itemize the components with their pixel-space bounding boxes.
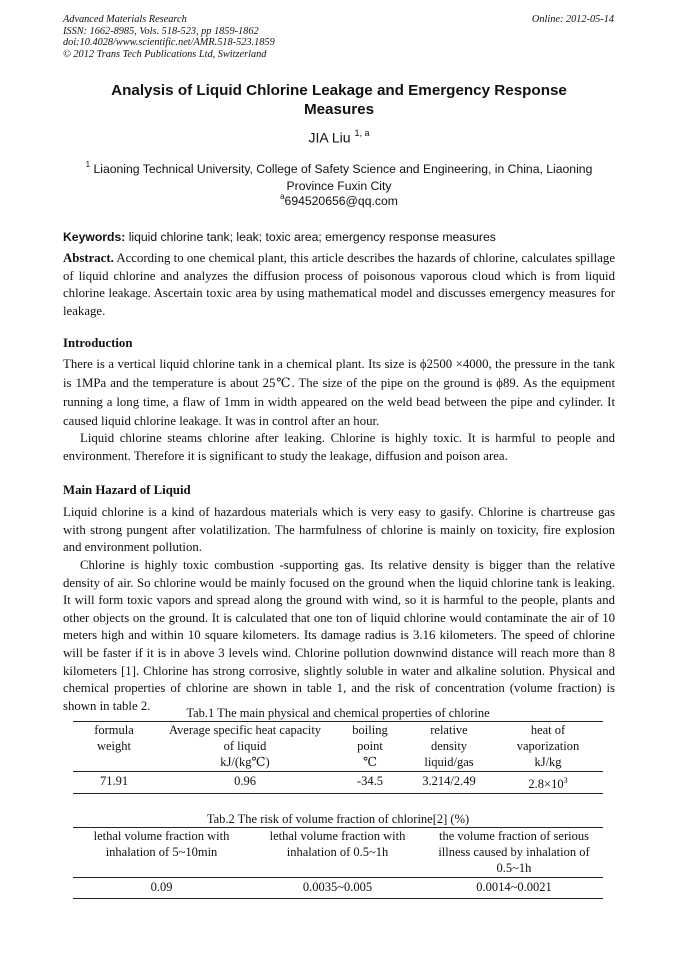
table1-cell: 71.91: [99, 774, 129, 788]
table2-cell: 0.0014~0.0021: [476, 880, 552, 894]
hazard-paragraph-1: [63, 504, 615, 557]
email-text[interactable]: 694520656@qq.com: [284, 194, 398, 208]
table1-header-cell: Average specific heat capacity of liquid kJ/(kg℃): [168, 723, 322, 770]
intro-paragraph-2: [63, 430, 615, 465]
hazard-paragraph-2: [63, 557, 615, 715]
intro-heading: Introduction: [63, 336, 133, 350]
table1-header-cell: formula weight: [94, 723, 134, 754]
table2-header-cell: lethal volume fraction with inhalation of 0.5~1h: [269, 829, 406, 860]
affiliation: [63, 156, 615, 195]
keywords: [63, 230, 615, 244]
table1-cell: 0.96: [234, 774, 256, 788]
table1-body: [73, 773, 603, 792]
table1-caption: Tab.1 The main physical and chemical properties of chlorine: [186, 706, 490, 720]
intro-p1-text: There is a vertical liquid chlorine tank in a chemical plant. Its size is ϕ2500 ×4000, the pressure in the tank is 1MPa and the temperature is about 25℃. The size of the pipe on the ground is ϕ89. As the equipment running a long time, a flaw of 1mm in width appeared on the weld bead between the pipe and cylinder. It caused liquid chlorine leakage. It was in control after an hour.: [63, 357, 615, 428]
running-header: [63, 14, 275, 60]
table2-body: [73, 879, 603, 895]
doi: doi:10.4028/www.scientific.net/AMR.518-523.1859: [63, 37, 275, 48]
email-sup: a: [280, 192, 285, 201]
abstract-text: According to one chemical plant, this article describes the hazards of chlorine, calculates spillage of liquid chlorine and analyzes the diffusion process of poisonous vaporous cloud which is from liquid chlorine leakage. Ascertain toxic area by using mathematical model and discusses emergency measures for leakage.: [63, 251, 615, 318]
table-row: [73, 879, 603, 895]
intro-p2-text: Liquid chlorine steams chlorine after leaking. Chlorine is highly toxic. It is harmful to people and environment. Therefore it is significant to study the leakage, diffusion and poison area.: [63, 431, 615, 463]
table1-header-cell: heat of vaporization kJ/kg: [516, 723, 580, 770]
hazard-p2-text: Chlorine is highly toxic combustion -supporting gas. Its relative density is bigger than the relative density of air. So chlorine would be mainly focused on the ground when the liquid chlorine tank is leaking. It will form toxic vapors and spread along the ground with wind, so it is harmful to the people, plants and other objects on the ground. It is calculated that one ton of liquid chlorine would contaminate the air of 10 meters high and within 10 square kilometers. Its damage radius is 3.16 kilometers. The speed of chlorine will be faster if it is in above 3 levels wind. Chlorine pollution downwind distance will reach more than 8 kilometers [1]. Chlorine has strong corrosive, slightly soluble in water and alkaline solution. Physical and chemical properties of chlorine are shown in table 1, and the risk of concentration (volume fraction) is shown in table 2.: [63, 558, 615, 713]
table2-cell: 0.0035~0.005: [302, 880, 373, 894]
table1-header-cell: boiling point ℃: [352, 723, 388, 770]
table2-header-cell: lethal volume fraction with inhalation of 5~10min: [93, 829, 230, 860]
copyright: © 2012 Trans Tech Publications Ltd, Switzerland: [63, 48, 267, 60]
affiliation-text: Liaoning Technical University, College of Safety Science and Engineering, in China, Liaoning Province Fuxin City: [90, 162, 593, 193]
keywords-text: liquid chlorine tank; leak; toxic area; emergency response measures: [125, 230, 496, 244]
table2-header-cell: the volume fraction of serious illness caused by inhalation of 0.5~1h: [438, 829, 590, 876]
title-line-2: Measures: [303, 100, 375, 118]
online-date: Online: 2012-05-14: [531, 14, 614, 25]
paper-title: [63, 82, 615, 119]
table1-cell: 3.214/2.49: [422, 774, 476, 788]
table2-caption: Tab.2 The risk of volume fraction of chlorine[2] (%): [206, 812, 470, 826]
table2-header-row: [73, 828, 603, 877]
hazard-p1-text: Liquid chlorine is a kind of hazardous materials which is very easy to gasify. Chlorine is chartreuse gas with strong pungent after volatilization. The harmfulness of chlorine is mainly on toxicity, fire explosion and environment pollution.: [63, 505, 615, 555]
table1-header-row: [73, 722, 603, 771]
affiliation-sup: 1: [85, 160, 91, 169]
table1: [73, 722, 603, 771]
abstract-label: Abstract.: [63, 251, 114, 265]
table1-cell: -34.5: [356, 774, 384, 788]
intro-paragraph-1: [63, 355, 615, 431]
table2: [73, 828, 603, 877]
title-line-1: Analysis of Liquid Chlorine Leakage and Emergency Response: [111, 82, 567, 99]
email: [63, 192, 615, 208]
author-sup: 1, a: [354, 128, 370, 138]
abstract: [63, 250, 615, 320]
table2-cell: 0.09: [150, 880, 173, 894]
hazard-heading: Main Hazard of Liquid: [63, 483, 191, 497]
author-name: JIA Liu: [308, 129, 355, 146]
table1-cell: $2.8\times 10^3$: [528, 776, 568, 792]
issn: ISSN: 1662-8985, Vols. 518-523, pp 1859-1862: [63, 25, 259, 37]
author: [63, 129, 615, 146]
table1-header-cell: relative density liquid/gas: [424, 723, 474, 770]
journal-name: Advanced Materials Research: [63, 14, 187, 25]
table-row: [73, 773, 603, 792]
keywords-label: Keywords:: [63, 230, 126, 244]
